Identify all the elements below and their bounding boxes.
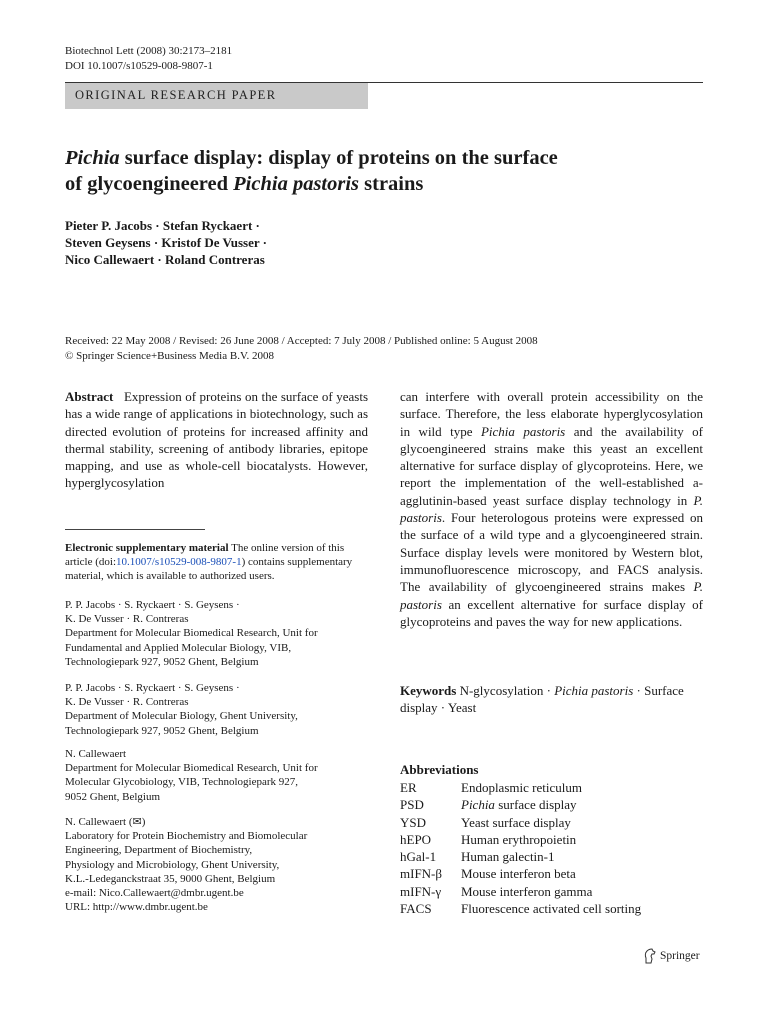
- keywords: [400, 682, 705, 717]
- abbreviation-term: PSD: [400, 797, 424, 813]
- article-type-banner: [65, 83, 368, 109]
- abbreviation-definition: Yeast surface display: [461, 814, 571, 830]
- esm-text: The online version of this article (doi:: [65, 542, 345, 569]
- abbreviation-term: hGal-1: [400, 849, 437, 865]
- journal-header: [65, 44, 232, 74]
- doi-link[interactable]: 10.1007/s10529-008-9807-1: [116, 556, 242, 569]
- abbreviation-term: hEPO: [400, 831, 432, 847]
- author-line: Nico Callewaert · Roland Contreras: [65, 252, 265, 267]
- affiliation-block: [65, 598, 370, 669]
- affiliation-line: Molecular Glycobiology, VIB, Technologiepark 927,: [65, 776, 299, 789]
- publisher-logo: [643, 948, 700, 964]
- abbreviation-row: [400, 831, 705, 848]
- abstract-text-left: Expression of proteins on the surface of yeasts has a wide range of applications in biotechnology, such as directed evolution of proteins for increased affinity and thermal stability, screening of antibody libraries, epitope mapping, and use as whole-cell biocatalysts. However, hyperglycosylation: [65, 389, 369, 491]
- affiliation-line: 9052 Ghent, Belgium: [65, 790, 161, 803]
- publication-dates: [65, 334, 538, 364]
- affiliation-line: Engineering, Department of Biochemistry,: [65, 844, 253, 857]
- affiliation-line: Technologiepark 927, 9052 Ghent, Belgium: [65, 724, 259, 737]
- affiliation-line: Fundamental and Applied Molecular Biology, VIB,: [65, 641, 292, 654]
- publication-history: Received: 22 May 2008 / Revised: 26 June 2008 / Accepted: 7 July 2008 / Published online: 5 August 2008: [65, 335, 538, 347]
- url-line[interactable]: URL: http://www.dmbr.ugent.be: [65, 901, 208, 914]
- keywords-italic: Pichia pastoris: [554, 683, 634, 698]
- affiliation-line: Physiology and Microbiology, Ghent University,: [65, 858, 280, 871]
- affiliation-line: Department for Molecular Biomedical Research, Unit for: [65, 762, 318, 775]
- title-text-3: strains: [359, 173, 424, 195]
- abbreviation-term: mIFN-β: [400, 866, 443, 882]
- abstract-italic: P. pastoris: [400, 579, 703, 612]
- abstract-right-column: [400, 388, 703, 630]
- abstract-label: Abstract: [65, 389, 114, 404]
- title-italic-2: Pichia pastoris: [233, 173, 360, 195]
- affiliation-line: P. P. Jacobs · S. Ryckaert · S. Geysens ·: [65, 682, 240, 694]
- abbreviation-row: [400, 900, 705, 917]
- abstract-left-column: [65, 388, 368, 492]
- footnote-rule: [65, 529, 205, 530]
- abbreviation-row: [400, 814, 705, 831]
- title-italic-1: Pichia: [65, 147, 120, 169]
- email-line[interactable]: e-mail: Nico.Callewaert@dmbr.ugent.be: [65, 887, 244, 900]
- esm-text: ) contains supplementary material, which is available to authorized users.: [65, 556, 353, 583]
- title-text-1: surface display: display of proteins on the surface: [119, 147, 558, 169]
- author-list: [65, 217, 267, 268]
- keywords-text: N-glycosylation ·: [456, 683, 555, 698]
- publisher-name: Springer: [660, 950, 700, 962]
- abstract-italic: P. pastoris: [400, 492, 703, 526]
- abbreviation-term: FACS: [400, 901, 432, 917]
- esm-label: Electronic supplementary material: [65, 542, 229, 554]
- abbreviation-row: [400, 883, 705, 900]
- abbreviation-definition: Fluorescence activated cell sorting: [461, 901, 642, 917]
- abbreviation-row: [400, 779, 705, 796]
- abbreviation-italic: Pichia: [461, 797, 495, 813]
- abbreviations-title: Abbreviations: [400, 762, 479, 777]
- abbreviation-definition: Mouse interferon gamma: [461, 883, 593, 899]
- abstract-text: and the availability of glycoengineered strains make this yeast an excellent alternative for surface display of glycoproteins. Here, we report the implementation of the well-established a-agglutinin-based yeast surface display technology in: [400, 423, 704, 508]
- article-type-label: ORIGINAL RESEARCH PAPER: [75, 88, 277, 102]
- affiliation-block: [65, 815, 370, 914]
- affiliation-line: Technologiepark 927, 9052 Ghent, Belgium: [65, 655, 259, 668]
- abbreviation-definition: Mouse interferon beta: [461, 866, 576, 882]
- affiliation-line: Department for Molecular Biomedical Research, Unit for: [65, 627, 318, 640]
- affiliation-line: K. De Vusser · R. Contreras: [65, 696, 189, 709]
- abbreviation-term: ER: [400, 780, 417, 795]
- affiliation-line: K.L.-Ledeganckstraat 35, 9000 Ghent, Belgium: [65, 872, 276, 885]
- abbreviations-list: [400, 779, 705, 917]
- affiliation-block: [65, 747, 370, 804]
- journal-citation: Biotechnol Lett (2008) 30:2173–2181: [65, 45, 233, 57]
- abbreviation-row: [400, 865, 705, 882]
- paper-title: [65, 145, 705, 197]
- abbreviation-row: [400, 848, 705, 865]
- abstract-text: can interfere with overall protein accessibility on the surface. Therefore, the less elaborate hyperglycosylation in wild type: [400, 389, 703, 439]
- abstract-italic: Pichia pastoris: [480, 423, 566, 439]
- keywords-label: Keywords: [400, 683, 457, 698]
- affiliation-line: Laboratory for Protein Biochemistry and Biomolecular: [65, 830, 308, 843]
- journal-doi: DOI 10.1007/s10529-008-9807-1: [65, 60, 213, 72]
- affiliation-block: [65, 681, 370, 738]
- affiliation-line: Department of Molecular Biology, Ghent University,: [65, 710, 298, 723]
- affiliation-line: N. Callewaert (✉): [65, 816, 146, 828]
- author-line: Steven Geysens · Kristof De Vusser ·: [65, 235, 267, 250]
- abbreviation-definition: surface display: [494, 797, 577, 813]
- supplementary-note: [65, 541, 370, 584]
- abbreviation-definition: Endoplasmic reticulum: [461, 780, 582, 795]
- keywords-text: · Surface display · Yeast: [400, 683, 684, 716]
- abbreviation-term: mIFN-γ: [400, 883, 442, 899]
- abstract-text: . Four heterologous proteins were expressed on the surface of a wild type and a glycoengineered strain. Surface display levels were monitored by Western blot, immunofluorescence microscopy, and FACS analysis. The availability of glycoengineered strains makes: [400, 510, 703, 595]
- affiliation-line: P. P. Jacobs · S. Ryckaert · S. Geysens ·: [65, 599, 240, 611]
- abbreviation-term: YSD: [400, 814, 427, 830]
- abbreviation-definition: Human erythropoietin: [461, 831, 577, 847]
- author-line: Pieter P. Jacobs · Stefan Ryckaert ·: [65, 218, 260, 233]
- abbreviation-row: [400, 796, 705, 813]
- springer-horse-icon: [643, 948, 657, 964]
- copyright-line: © Springer Science+Business Media B.V. 2008: [65, 350, 274, 362]
- title-text-2: of glycoengineered: [65, 173, 234, 195]
- abstract-text: an excellent alternative for surface display of glycoproteins and paves the way for new applications.: [400, 596, 703, 629]
- affiliation-line: N. Callewaert: [65, 748, 127, 760]
- affiliation-line: K. De Vusser · R. Contreras: [65, 613, 189, 626]
- abbreviation-definition: Human galectin-1: [461, 849, 555, 865]
